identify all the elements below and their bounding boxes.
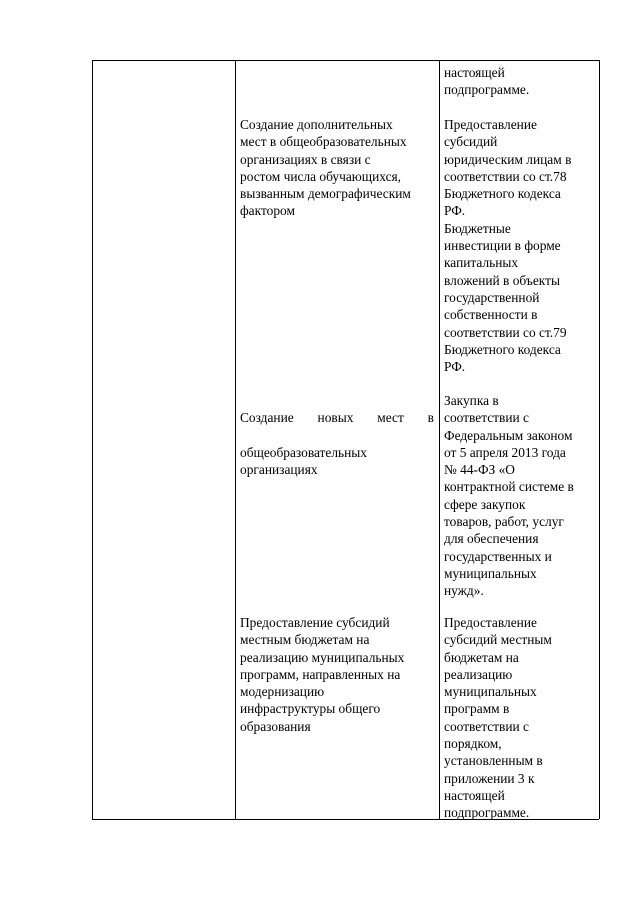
table-left-border	[92, 60, 93, 819]
measure-text-rest: общеобразовательных организациях	[240, 444, 368, 478]
table-cell-measure-additional-places: Создание дополнительных мест в общеобразовательных организациях в связи с ростом числа обучающихся, вызванным демографическим фактором	[240, 117, 411, 219]
measure-text-line: Создание новых мест в	[240, 410, 434, 426]
column-divider-1	[235, 60, 236, 819]
table-top-border	[92, 60, 599, 61]
table-right-border	[599, 60, 600, 819]
table-cell-measure-local-subsidies: Предоставление субсидий местным бюджетам на реализацию муниципальных программ, направленных на модернизацию инфраструктуры общего образования	[240, 615, 405, 734]
table-cell-mechanism-continued: настоящей подпрограмме.	[444, 65, 530, 98]
table-cell-mechanism-procurement: Закупка в соответствии с Федеральным законом от 5 апреля 2013 года № 44-ФЗ «О контрактной системе в сфере закупок товаров, работ, услуг для обеспечения государственных и муниципальных нужд».	[444, 393, 574, 599]
table-cell-measure-new-places	[240, 392, 434, 496]
table-cell-mechanism-local-subsidies: Предоставление субсидий местным бюджетам на реализацию муниципальных программ в соответствии с порядком, установленным в приложении 3 к настоящей подпрограмме.	[444, 615, 552, 821]
column-divider-2	[439, 60, 440, 819]
table-cell-mechanism-subsidies-investments: Предоставление субсидий юридическим лицам в соответствии со ст.78 Бюджетного кодекса РФ. Бюджетные инвестиции в форме капитальных вложений в объекты государственной собственности в соответствии со ст.79 Бюджетного кодекса РФ.	[444, 117, 572, 375]
